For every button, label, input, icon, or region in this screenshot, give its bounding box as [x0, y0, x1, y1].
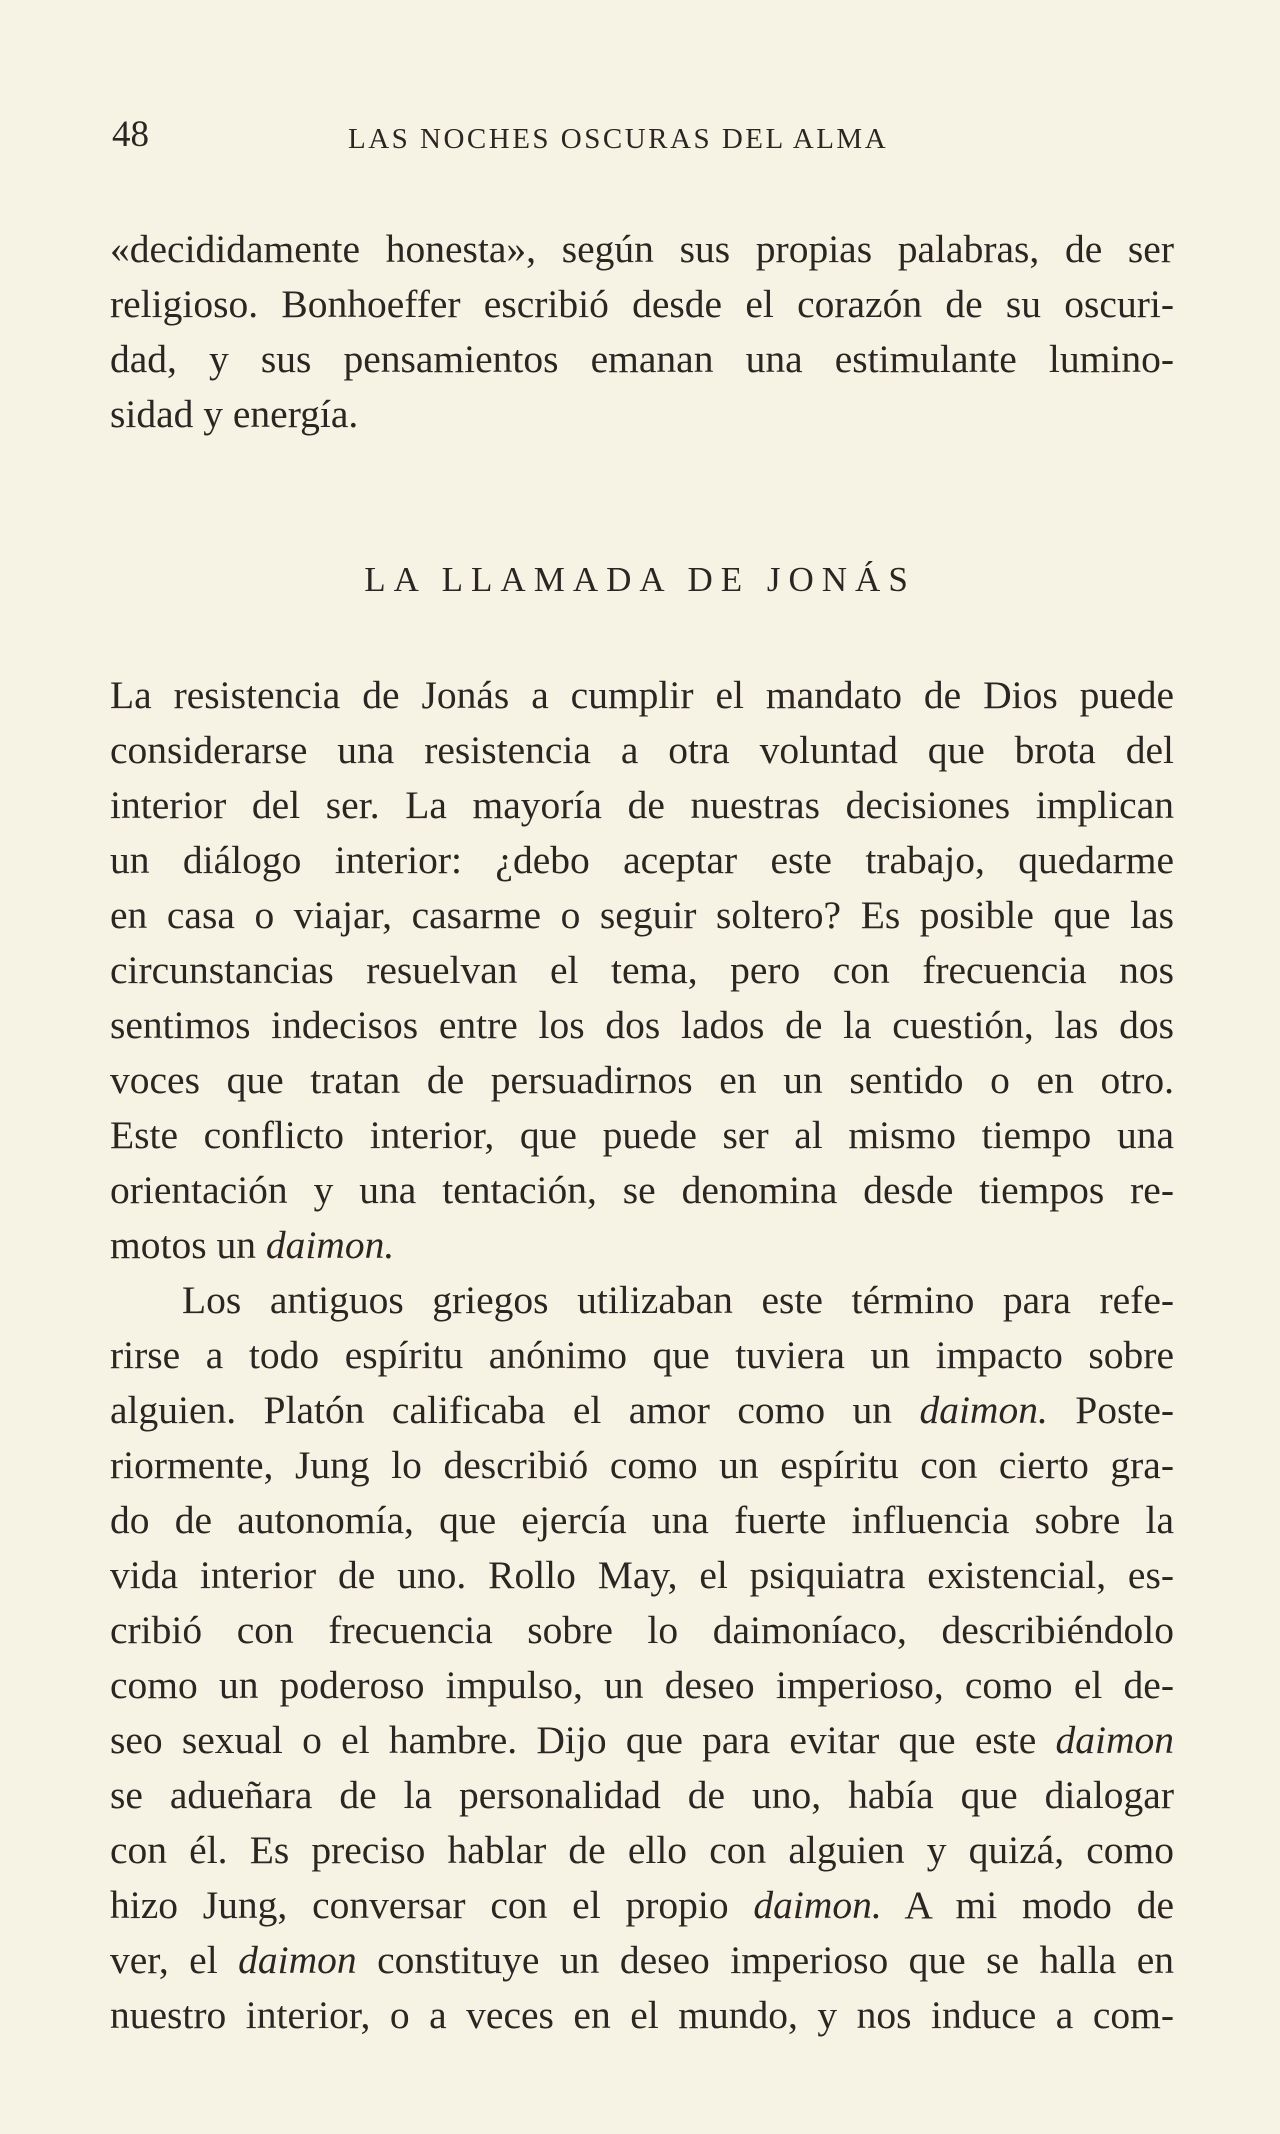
- text-line: Este conflicto interior, que puede ser al mismo tiempo una: [110, 1113, 1174, 1157]
- italic-term: daimon.: [265, 1223, 395, 1267]
- section-body: [110, 668, 1174, 2043]
- text-run: ver, el: [110, 1938, 239, 1982]
- text-run: constituye un deseo imperioso que se halla en: [356, 1938, 1174, 1982]
- text-run: Poste-: [1047, 1388, 1174, 1432]
- text-line: [110, 1713, 1174, 1768]
- text-line: en casa o viajar, casarme o seguir soltero? Es posible que las: [110, 893, 1174, 937]
- text-line: un diálogo interior: ¿debo aceptar este trabajo, quedarme: [110, 838, 1174, 882]
- text-run: motos un: [110, 1223, 266, 1267]
- text-line: rirse a todo espíritu anónimo que tuviera un impacto sobre: [110, 1333, 1174, 1377]
- text-line: vida interior de uno. Rollo May, el psiquiatra existencial, es-: [110, 1553, 1174, 1597]
- section-heading: LA LLAMADA DE JONÁS: [364, 560, 916, 599]
- running-title: LAS NOCHES OSCURAS DEL ALMA: [348, 123, 889, 155]
- text-line: religioso. Bonhoeffer escribió desde el corazón de su oscuri-: [110, 282, 1174, 326]
- running-header: [112, 110, 1172, 160]
- page-number: 48: [112, 114, 149, 155]
- paragraph-continuation: [110, 222, 1174, 442]
- text-line: orientación y una tentación, se denomina desde tiempos re-: [110, 1168, 1174, 1212]
- text-run: alguien. Platón calificaba el amor como un: [110, 1388, 920, 1432]
- italic-term: daimon: [238, 1938, 357, 1982]
- text-line: se adueñara de la personalidad de uno, había que dialogar: [110, 1773, 1174, 1817]
- text-line: Los antiguos griegos utilizaban este término para refe-: [182, 1278, 1174, 1322]
- italic-term: daimon.: [919, 1388, 1048, 1432]
- text-run: hizo Jung, conversar con el propio: [110, 1883, 754, 1927]
- text-line: nuestro interior, o a veces en el mundo, y nos induce a com-: [110, 1993, 1174, 2037]
- italic-term: daimon.: [753, 1883, 882, 1927]
- text-line: [110, 1933, 1174, 1988]
- text-line: sentimos indecisos entre los dos lados de la cuestión, las dos: [110, 1003, 1174, 1047]
- text-line: [110, 1218, 1174, 1273]
- text-line: voces que tratan de persuadirnos en un sentido o en otro.: [110, 1058, 1174, 1102]
- italic-term: daimon: [1055, 1718, 1174, 1762]
- text-line: do de autonomía, que ejercía una fuerte influencia sobre la: [110, 1498, 1174, 1542]
- text-run: seo sexual o el hambre. Dijo que para evitar que este: [110, 1718, 1056, 1762]
- text-line: La resistencia de Jonás a cumplir el mandato de Dios puede: [110, 673, 1174, 717]
- text-line: interior del ser. La mayoría de nuestras decisiones implican: [110, 783, 1174, 827]
- text-line: «decididamente honesta», según sus propias palabras, de ser: [110, 227, 1174, 271]
- text-line: riormente, Jung lo describió como un espíritu con cierto gra-: [110, 1443, 1174, 1487]
- text-line: considerarse una resistencia a otra voluntad que brota del: [110, 728, 1174, 772]
- text-line: [110, 1878, 1174, 1933]
- text-line: dad, y sus pensamientos emanan una estimulante lumino-: [110, 337, 1174, 381]
- text-line: cribió con frecuencia sobre lo daimoníaco, describiéndolo: [110, 1608, 1174, 1652]
- text-line: [110, 1383, 1174, 1438]
- text-line: circunstancias resuelvan el tema, pero con frecuencia nos: [110, 948, 1174, 992]
- text-run: A mi modo de: [881, 1883, 1174, 1927]
- text-line: con él. Es preciso hablar de ello con alguien y quizá, como: [110, 1828, 1174, 1872]
- text-line: como un poderoso impulso, un deseo imperioso, como el de-: [110, 1663, 1174, 1707]
- text-line: sidad y energía.: [110, 392, 359, 436]
